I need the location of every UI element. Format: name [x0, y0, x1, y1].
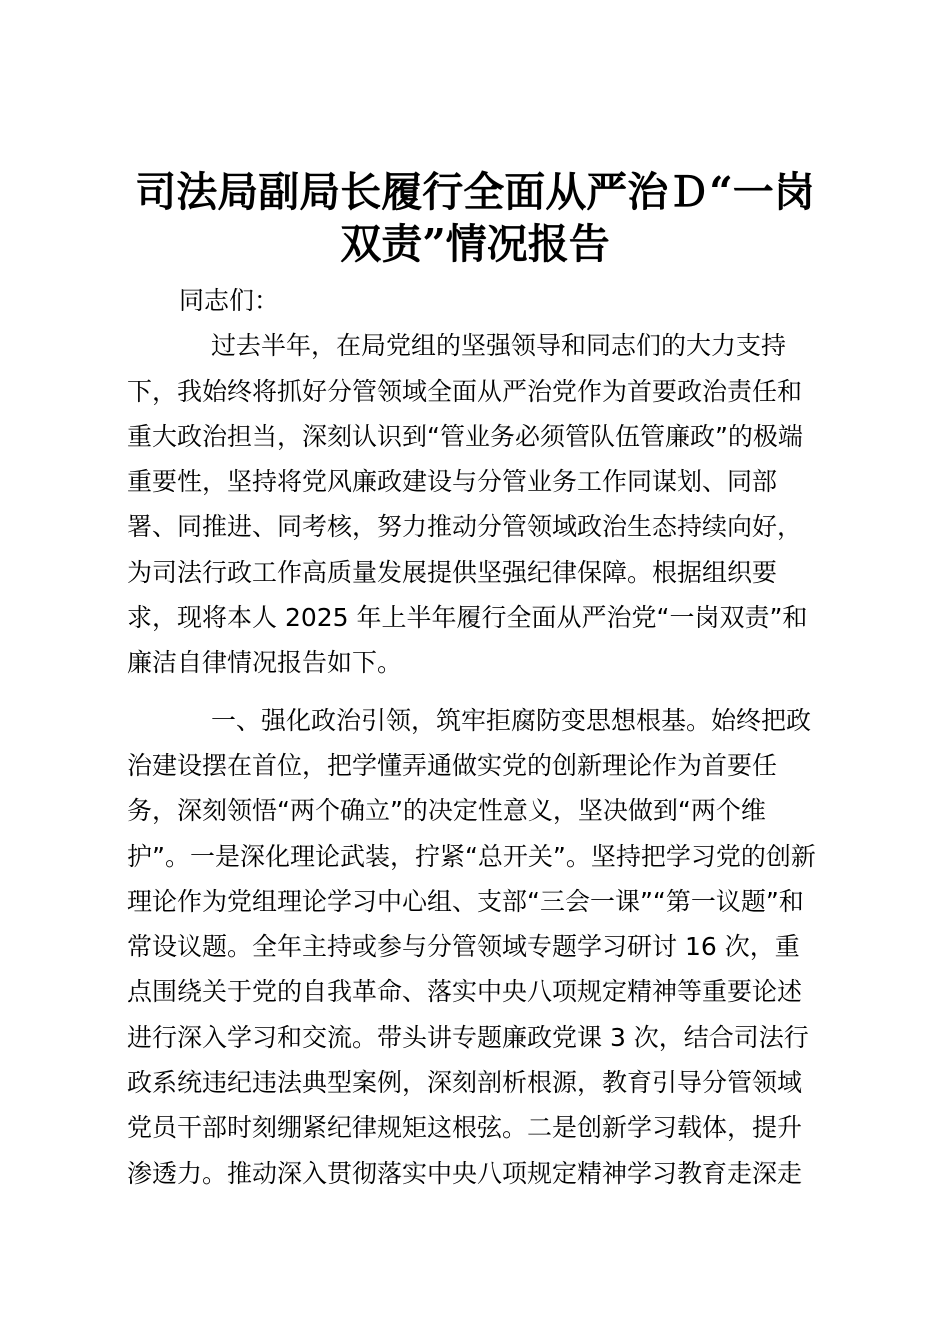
title-line-2: 双责”情况报告 [340, 220, 610, 268]
paragraph-line: 为司法行政工作高质量发展提供坚强纪律保障。根据组织要 [127, 557, 778, 587]
paragraph-line: 渗透力。推动深入贯彻落实中央八项规定精神学习教育走深走 [127, 1158, 803, 1188]
paragraph-line: 署、同推进、同考核，努力推动分管领域政治生态持续向好， [127, 512, 803, 542]
paragraph-line: 务，深刻领悟“两个确立”的决定性意义，坚决做到“两个维 [127, 796, 766, 826]
paragraph-line: 党员干部时刻绷紧纪律规矩这根弦。二是创新学习载体，提升 [127, 1113, 803, 1143]
paragraph-line: 下，我始终将抓好分管领域全面从严治党作为首要政治责任和 [127, 376, 803, 406]
paragraph-line: 过去半年，在局党组的坚强领导和同志们的大力支持 [211, 331, 787, 361]
paragraph-line: 理论作为党组理论学习中心组、支部“三会一课”“第一议题”和 [127, 886, 804, 916]
paragraph-line: 政系统违纪违法典型案例，深刻剖析根源，教育引导分管领域 [127, 1068, 803, 1098]
paragraph-line: 护”。一是深化理论武装，拧紧“总开关”。坚持把学习党的创新 [127, 841, 816, 871]
document-title [100, 166, 850, 270]
paragraph-1 [127, 323, 837, 685]
paragraph-line: 常设议题。全年主持或参与分管领域专题学习研讨 16 次，重 [127, 932, 800, 962]
paragraph-2 [127, 698, 837, 1196]
paragraph-line: 廉洁自律情况报告如下。 [127, 648, 403, 678]
document-body [127, 278, 837, 1196]
paragraph-spacer [127, 686, 837, 698]
section-heading-line: 一、强化政治引领，筑牢拒腐防变思想根基。始终把政 [211, 705, 812, 735]
paragraph-line: 治建设摆在首位，把学懂弄通做实党的创新理论作为首要任 [127, 750, 778, 780]
title-line-1: 司法局副局长履行全面从严治Ｄ“一岗 [135, 168, 815, 216]
salutation: 同志们： [179, 286, 280, 315]
paragraph-line: 求，现将本人 2025 年上半年履行全面从严治党“一岗双责”和 [127, 603, 808, 633]
paragraph-line: 重要性，坚持将党风廉政建设与分管业务工作同谋划、同部 [127, 467, 778, 497]
paragraph-line: 进行深入学习和交流。带头讲专题廉政党课 3 次，结合司法行 [127, 1022, 809, 1052]
paragraph-line: 重大政治担当，深刻认识到“管业务必须管队伍管廉政”的极端 [127, 421, 803, 451]
paragraph-line: 点围绕关于党的自我革命、落实中央八项规定精神等重要论述 [127, 977, 803, 1007]
